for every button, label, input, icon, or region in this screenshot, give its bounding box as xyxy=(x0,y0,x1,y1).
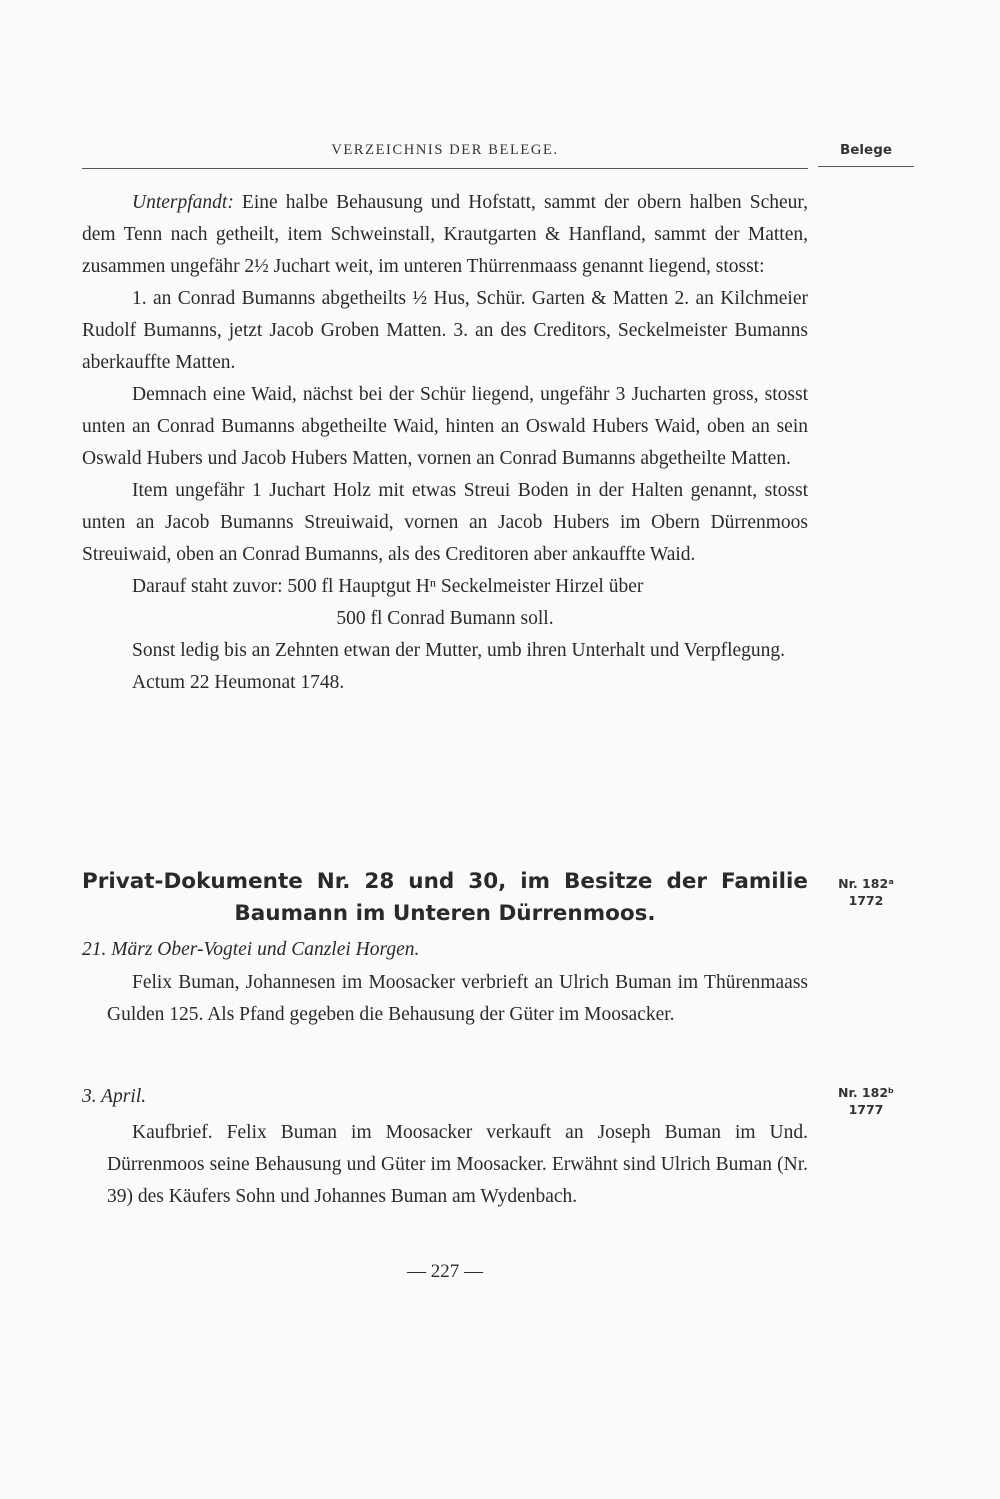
side-note-number: Nr. 182ᵃ xyxy=(838,876,894,891)
entry-paragraph: Felix Buman, Johannesen im Moosacker verbrieft an Ulrich Buman im Thürenmaass Gulden 125. Als Pfand gegeben die Behausung der Güter im Moosacker. xyxy=(107,972,808,1025)
margin-header: Belege xyxy=(839,142,893,158)
paragraph-darauf-line1: Darauf staht zuvor: 500 fl Hauptgut Hⁿ Seckelmeister Hirzel über xyxy=(132,576,644,597)
running-header: VERZEICHNIS DER BELEGE. xyxy=(331,142,559,158)
paragraph-sonst: Sonst ledig bis an Zehnten etwan der Mutter, umb ihren Unterhalt und Verpflegung. xyxy=(132,640,786,661)
page-number: — 227 — xyxy=(407,1261,483,1282)
entry-paragraph: Kaufbrief. Felix Buman im Moosacker verkauft an Joseph Buman im Und. Dürrenmoos seine Behausung und Güter im Moosacker. Erwähnt sind Ulrich Buman (Nr. 39) des Käufers Sohn und Johannes Buman am Wydenbach. xyxy=(107,1122,808,1207)
paragraph-holz: Item ungefähr 1 Juchart Holz mit etwas Streui Boden in der Halten genannt, stosst unten an Jacob Bumanns Streuiwaid, vornen an Jacob Hubers im Obern Dürrenmoos Streuiwaid, oben an Conrad Bumanns, als des Creditoren aber ankauffte Waid. xyxy=(82,480,808,565)
paragraph-unterpfandt xyxy=(82,187,808,283)
section-heading xyxy=(82,866,808,930)
paragraph-waid: Demnach eine Waid, nächst bei der Schür liegend, ungefähr 3 Jucharten gross, stosst unten an Conrad Bumanns abgetheilte Waid, hinten an Oswald Hubers Waid, oben an sein Oswald Hubers und Jacob Hubers Matten, vornen an Conrad Bumanns abgetheilte Matten. xyxy=(82,384,808,469)
unterpfandt-text: Eine halbe Behausung und Hofstatt, sammt der obern halben Scheur, dem Tenn nach getheilt, item Schweinstall, Krautgarten & Hanfland, sammt der Matten, zusammen ungefähr 2½ Juchart weit, im unteren Thürrenmaass genannt liegend, stosst: xyxy=(82,192,808,277)
section-heading-line1: Privat-Dokumente Nr. 28 und 30, im Besitze der Familie xyxy=(82,869,808,894)
paragraph-actum: Actum 22 Heumonat 1748. xyxy=(132,672,345,693)
entry-text xyxy=(107,967,808,1031)
side-note-number: Nr. 182ᵇ xyxy=(837,1085,895,1100)
header-rule xyxy=(82,168,808,169)
section-heading-line2: Baumann im Unteren Dürrenmoos. xyxy=(234,901,656,926)
side-note-year: 1777 xyxy=(848,1102,884,1117)
entry-date: 21. März Ober-Vogtei und Canzlei Horgen. xyxy=(82,939,420,960)
first-text-block xyxy=(82,187,808,699)
entry-date: 3. April. xyxy=(82,1086,147,1107)
paragraph-boundaries: 1. an Conrad Bumanns abgetheilts ½ Hus, Schür. Garten & Matten 2. an Kilchmeier Rudolf Bumanns, jetzt Jacob Groben Matten. 3. an des Creditors, Seckelmeister Bumanns aberkauffte Matten. xyxy=(82,288,808,373)
side-note-year: 1772 xyxy=(848,893,884,908)
entry-text xyxy=(107,1117,808,1213)
paragraph-darauf-line2: 500 fl Conrad Bumann soll. xyxy=(336,608,554,629)
unterpfandt-label: Unterpfandt: xyxy=(132,192,234,213)
side-note-182b xyxy=(818,1084,914,1118)
side-note-182a xyxy=(818,875,914,909)
margin-header-rule xyxy=(818,166,914,167)
